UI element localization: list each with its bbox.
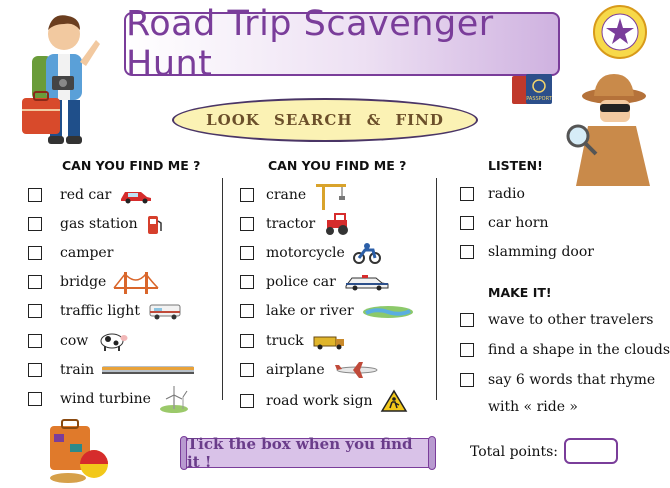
list-item bbox=[460, 212, 548, 234]
item-label: wind turbine bbox=[60, 391, 151, 407]
checkbox[interactable] bbox=[240, 363, 254, 377]
item-label: gas station bbox=[60, 216, 138, 232]
red-car-icon bbox=[119, 187, 153, 203]
list-item bbox=[28, 388, 189, 410]
item-label: traffic light bbox=[60, 303, 140, 319]
checkbox[interactable] bbox=[240, 217, 254, 231]
list-item bbox=[28, 184, 153, 206]
column-divider bbox=[436, 178, 437, 400]
passport-label: PASSPORT bbox=[526, 96, 552, 102]
list-item bbox=[28, 300, 184, 322]
list-item bbox=[28, 359, 194, 381]
page-title: Road Trip Scavenger Hunt bbox=[126, 4, 494, 84]
item-label: slamming door bbox=[488, 244, 594, 260]
item-label: airplane bbox=[266, 362, 325, 378]
item-label: police car bbox=[266, 274, 336, 290]
gas-pump-icon bbox=[146, 213, 162, 235]
scroll-curl bbox=[428, 436, 436, 470]
checkbox[interactable] bbox=[460, 245, 474, 259]
list-item bbox=[460, 241, 594, 263]
traveler-illustration bbox=[18, 6, 106, 148]
list-item bbox=[460, 183, 525, 205]
item-label: camper bbox=[60, 245, 114, 261]
list-item bbox=[240, 184, 348, 206]
list-item bbox=[28, 213, 162, 235]
list-item bbox=[240, 330, 346, 352]
checkbox[interactable] bbox=[240, 188, 254, 202]
make-it-heading: MAKE IT! bbox=[488, 285, 552, 300]
checkbox[interactable] bbox=[460, 343, 474, 357]
item-label: cow bbox=[60, 333, 89, 349]
checkbox[interactable] bbox=[460, 216, 474, 230]
list-item bbox=[28, 242, 113, 264]
item-label: lake or river bbox=[266, 303, 354, 319]
list-item bbox=[240, 213, 353, 235]
checkbox[interactable] bbox=[240, 246, 254, 260]
item-label: road work sign bbox=[266, 393, 373, 409]
item-label: red car bbox=[60, 187, 112, 203]
checkbox[interactable] bbox=[28, 275, 42, 289]
list-item bbox=[240, 271, 390, 293]
listen-heading: LISTEN! bbox=[488, 158, 543, 173]
item-label: say 6 words that rhyme bbox=[488, 372, 656, 388]
list-item bbox=[460, 309, 653, 331]
bridge-icon bbox=[114, 270, 158, 294]
checkbox[interactable] bbox=[240, 394, 254, 408]
checkbox[interactable] bbox=[28, 246, 42, 260]
list-item bbox=[240, 300, 414, 322]
checkbox[interactable] bbox=[240, 304, 254, 318]
item-label: crane bbox=[266, 187, 307, 203]
luggage-illustration bbox=[44, 418, 116, 486]
list-item bbox=[240, 359, 381, 381]
list-item bbox=[28, 271, 158, 293]
camper-van-icon bbox=[148, 302, 184, 320]
item-label: train bbox=[60, 362, 95, 378]
detective-illustration bbox=[566, 66, 650, 186]
col1-heading: CAN YOU FIND ME ? bbox=[62, 158, 201, 173]
item-label: motorcycle bbox=[266, 245, 345, 261]
checkbox[interactable] bbox=[240, 275, 254, 289]
motorcycle-icon bbox=[353, 242, 381, 264]
total-points-field[interactable] bbox=[564, 438, 618, 464]
river-icon bbox=[362, 302, 414, 320]
item-label: car horn bbox=[488, 215, 549, 231]
item-label: radio bbox=[488, 186, 525, 202]
checkbox[interactable] bbox=[460, 187, 474, 201]
crane-icon bbox=[314, 180, 348, 210]
airplane-icon bbox=[333, 360, 381, 380]
list-item bbox=[460, 339, 670, 361]
passport-icon bbox=[510, 72, 554, 106]
checkbox[interactable] bbox=[460, 373, 474, 387]
item-label-continued: with « ride » bbox=[488, 399, 579, 415]
cow-icon bbox=[96, 330, 128, 352]
list-item bbox=[28, 330, 128, 352]
road-work-sign-icon bbox=[381, 389, 407, 413]
checkbox[interactable] bbox=[28, 334, 42, 348]
total-points-label: Total points: bbox=[470, 444, 558, 460]
item-label: truck bbox=[266, 333, 304, 349]
banner-body bbox=[186, 435, 430, 471]
truck-icon bbox=[312, 331, 346, 351]
checkbox[interactable] bbox=[28, 304, 42, 318]
list-item bbox=[240, 390, 407, 412]
banner-text: Tick the box when you find it ! bbox=[187, 435, 413, 471]
item-label: find a shape in the clouds bbox=[488, 342, 670, 358]
title-banner bbox=[124, 4, 560, 84]
checkbox[interactable] bbox=[28, 188, 42, 202]
col2-heading: CAN YOU FIND ME ? bbox=[268, 158, 407, 173]
checkbox[interactable] bbox=[28, 392, 42, 406]
list-item bbox=[460, 369, 655, 391]
checkbox[interactable] bbox=[460, 313, 474, 327]
checkbox[interactable] bbox=[240, 334, 254, 348]
tractor-icon bbox=[323, 212, 353, 236]
subtitle: LOOK SEARCH & FIND bbox=[206, 111, 444, 129]
column-divider bbox=[222, 178, 223, 400]
train-icon bbox=[102, 364, 194, 376]
checkbox[interactable] bbox=[28, 363, 42, 377]
logo-badge-icon bbox=[592, 4, 648, 60]
checkbox[interactable] bbox=[28, 217, 42, 231]
wind-turbine-icon bbox=[159, 385, 189, 413]
list-item bbox=[240, 242, 381, 264]
item-label: tractor bbox=[266, 216, 316, 232]
instruction-banner bbox=[180, 434, 436, 472]
look-search-find-banner bbox=[172, 98, 478, 142]
police-car-icon bbox=[344, 273, 390, 291]
item-label: wave to other travelers bbox=[488, 312, 654, 328]
item-label: bridge bbox=[60, 274, 107, 290]
